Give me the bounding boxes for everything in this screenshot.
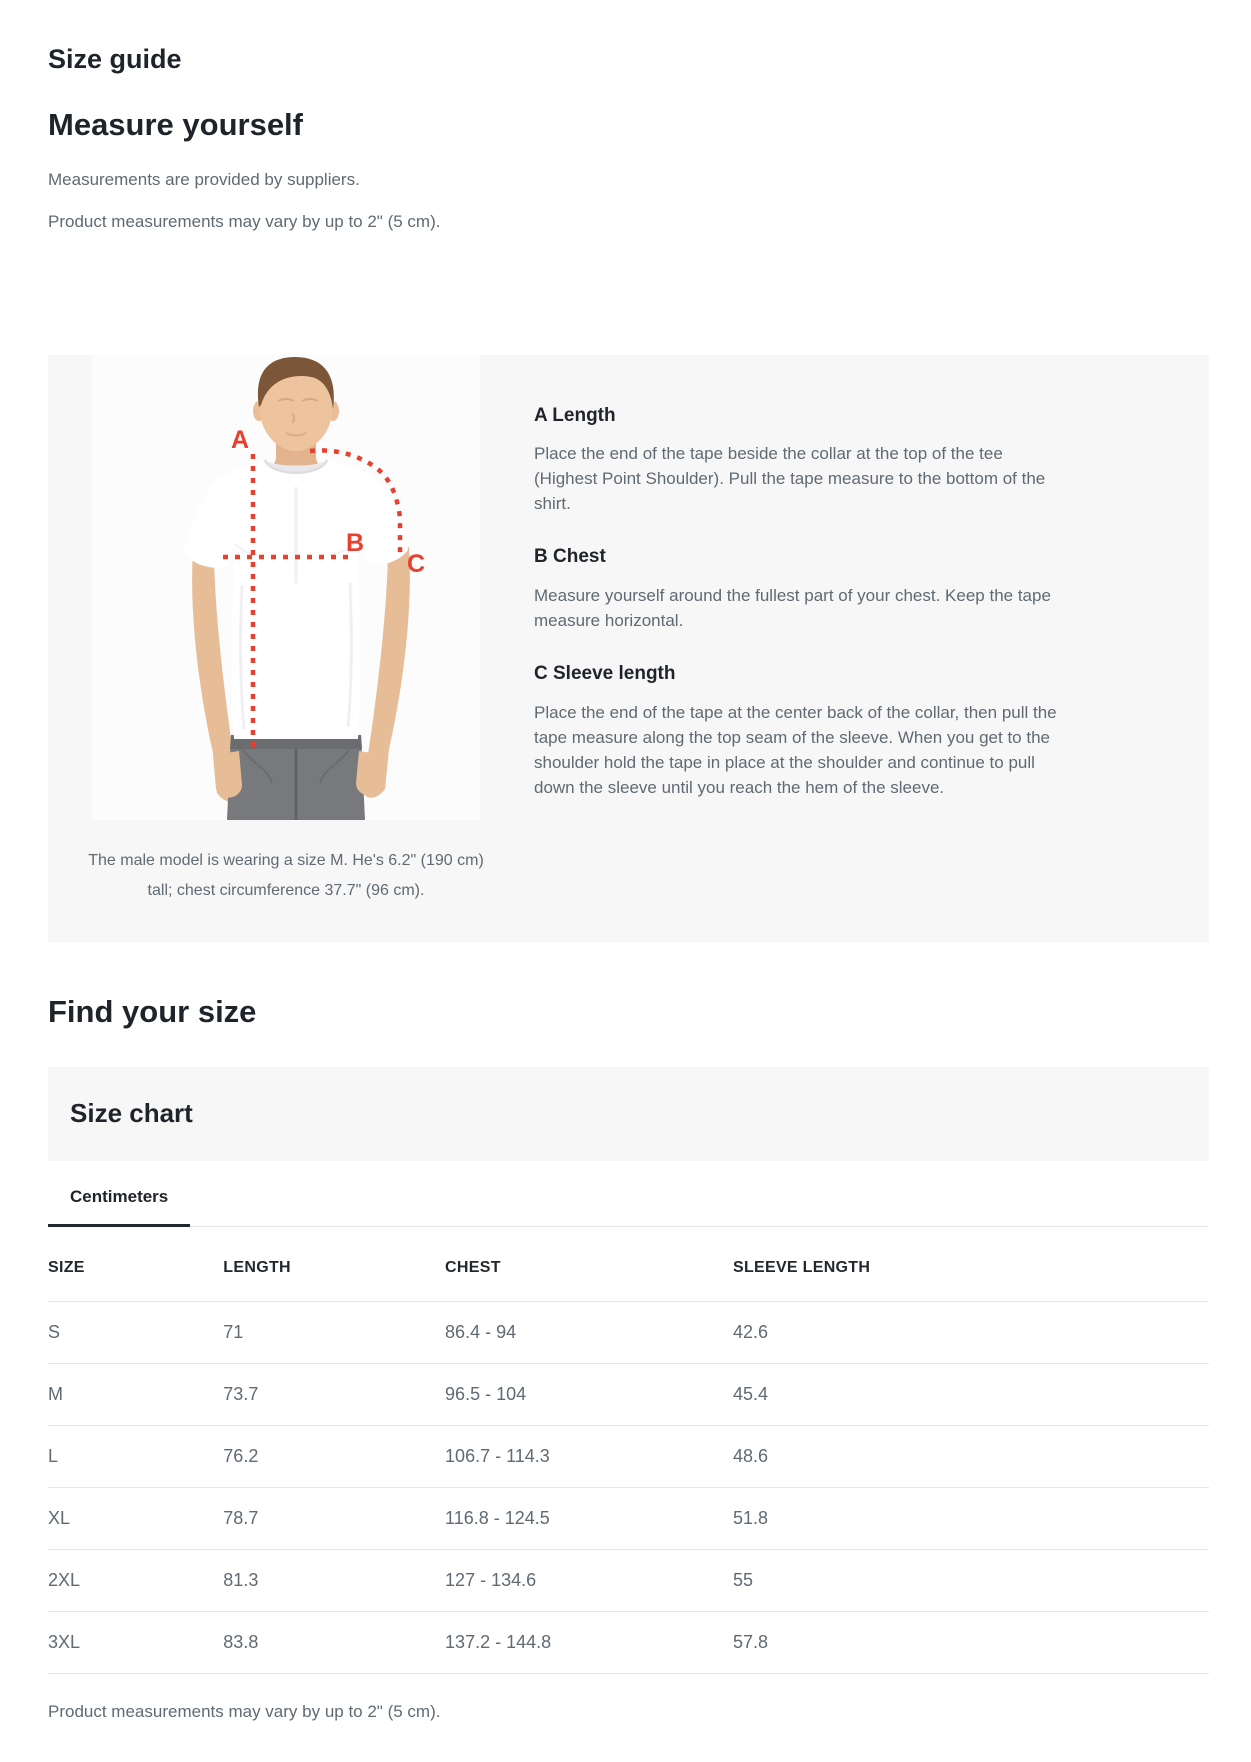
size-chart-header-band xyxy=(48,1067,1209,1161)
find-your-size-heading: Find your size xyxy=(48,993,257,1029)
model-photo xyxy=(92,355,480,820)
table-row-m xyxy=(48,1364,1209,1426)
cell-chest: 137.2 - 144.8 xyxy=(445,1612,733,1674)
page-title: Size guide xyxy=(48,44,182,74)
measure-item-length-text: Place the end of the tape beside the collar at the top of the tee (Highest Point Shoulder). Pull the tape measure to the bottom of the shirt. xyxy=(534,444,1046,514)
measure-item-sleeve-label: C Sleeve length xyxy=(534,663,676,685)
col-header-chest: CHEST xyxy=(445,1227,733,1302)
table-row-s xyxy=(48,1302,1209,1364)
marker-label-c: C xyxy=(406,549,426,578)
model-caption: The male model is wearing a size M. He's 6.2" (190 cm) tall; chest circumference 37.7" (96 cm). xyxy=(88,851,484,899)
measure-yourself-heading: Measure yourself xyxy=(48,107,303,143)
cell-length: 83.8 xyxy=(223,1612,445,1674)
cell-size: M xyxy=(48,1364,223,1426)
variance-note: Product measurements may vary by up to 2" (5 cm). xyxy=(48,211,441,231)
measurement-instructions xyxy=(534,355,1209,942)
cell-sleeve-length: 48.6 xyxy=(733,1426,1209,1488)
cell-sleeve-length: 45.4 xyxy=(733,1364,1209,1426)
cell-length: 71 xyxy=(223,1302,445,1364)
cell-chest: 86.4 - 94 xyxy=(445,1302,733,1364)
size-chart-heading: Size chart xyxy=(70,1098,193,1129)
unit-tab-row xyxy=(48,1161,1209,1227)
marker-label-b: B xyxy=(345,528,365,557)
measure-item-length xyxy=(534,405,1059,517)
measurement-guide-panel xyxy=(48,355,1209,942)
cell-size: 3XL xyxy=(48,1612,223,1674)
tab-centimeters[interactable]: Centimeters xyxy=(48,1161,190,1227)
cell-sleeve-length: 55 xyxy=(733,1550,1209,1612)
cell-size: L xyxy=(48,1426,223,1488)
cell-sleeve-length: 42.6 xyxy=(733,1302,1209,1364)
cell-sleeve-length: 57.8 xyxy=(733,1612,1209,1674)
table-header-row xyxy=(48,1227,1209,1302)
measure-item-sleeve-text: Place the end of the tape at the center back of the collar, then pull the tape measure along the top seam of the sleeve. When you get to the shoulder hold the tape in place at the shoulder and continue to pull down the sleeve until you reach the hem of the sleeve. xyxy=(534,703,1057,798)
measure-item-length-label: A Length xyxy=(534,404,616,426)
cell-size: S xyxy=(48,1302,223,1364)
suppliers-note: Measurements are provided by suppliers. xyxy=(48,169,360,189)
col-header-size: SIZE xyxy=(48,1227,223,1302)
measure-item-chest-text: Measure yourself around the fullest part of your chest. Keep the tape measure horizontal. xyxy=(534,586,1051,631)
cell-length: 78.7 xyxy=(223,1488,445,1550)
table-row-xl xyxy=(48,1488,1209,1550)
table-row-l xyxy=(48,1426,1209,1488)
cell-length: 81.3 xyxy=(223,1550,445,1612)
model-photo-illustration xyxy=(92,355,480,820)
cell-chest: 116.8 - 124.5 xyxy=(445,1488,733,1550)
measure-item-chest-label: B Chest xyxy=(534,546,606,568)
cell-size: XL xyxy=(48,1488,223,1550)
col-header-length: LENGTH xyxy=(223,1227,445,1302)
cell-chest: 96.5 - 104 xyxy=(445,1364,733,1426)
cell-sleeve-length: 51.8 xyxy=(733,1488,1209,1550)
table-row-3xl xyxy=(48,1612,1209,1674)
col-header-sleeve-length: SLEEVE LENGTH xyxy=(733,1227,1209,1302)
cell-length: 73.7 xyxy=(223,1364,445,1426)
cell-length: 76.2 xyxy=(223,1426,445,1488)
size-chart-table xyxy=(48,1227,1209,1674)
cell-size: 2XL xyxy=(48,1550,223,1612)
measure-item-chest xyxy=(534,546,1059,633)
model-figure-column xyxy=(48,355,534,942)
marker-label-a: A xyxy=(230,425,250,454)
measure-item-sleeve xyxy=(534,663,1059,800)
table-row-2xl xyxy=(48,1550,1209,1612)
table-footnote: Product measurements may vary by up to 2" (5 cm). xyxy=(48,1702,441,1722)
cell-chest: 106.7 - 114.3 xyxy=(445,1426,733,1488)
cell-chest: 127 - 134.6 xyxy=(445,1550,733,1612)
